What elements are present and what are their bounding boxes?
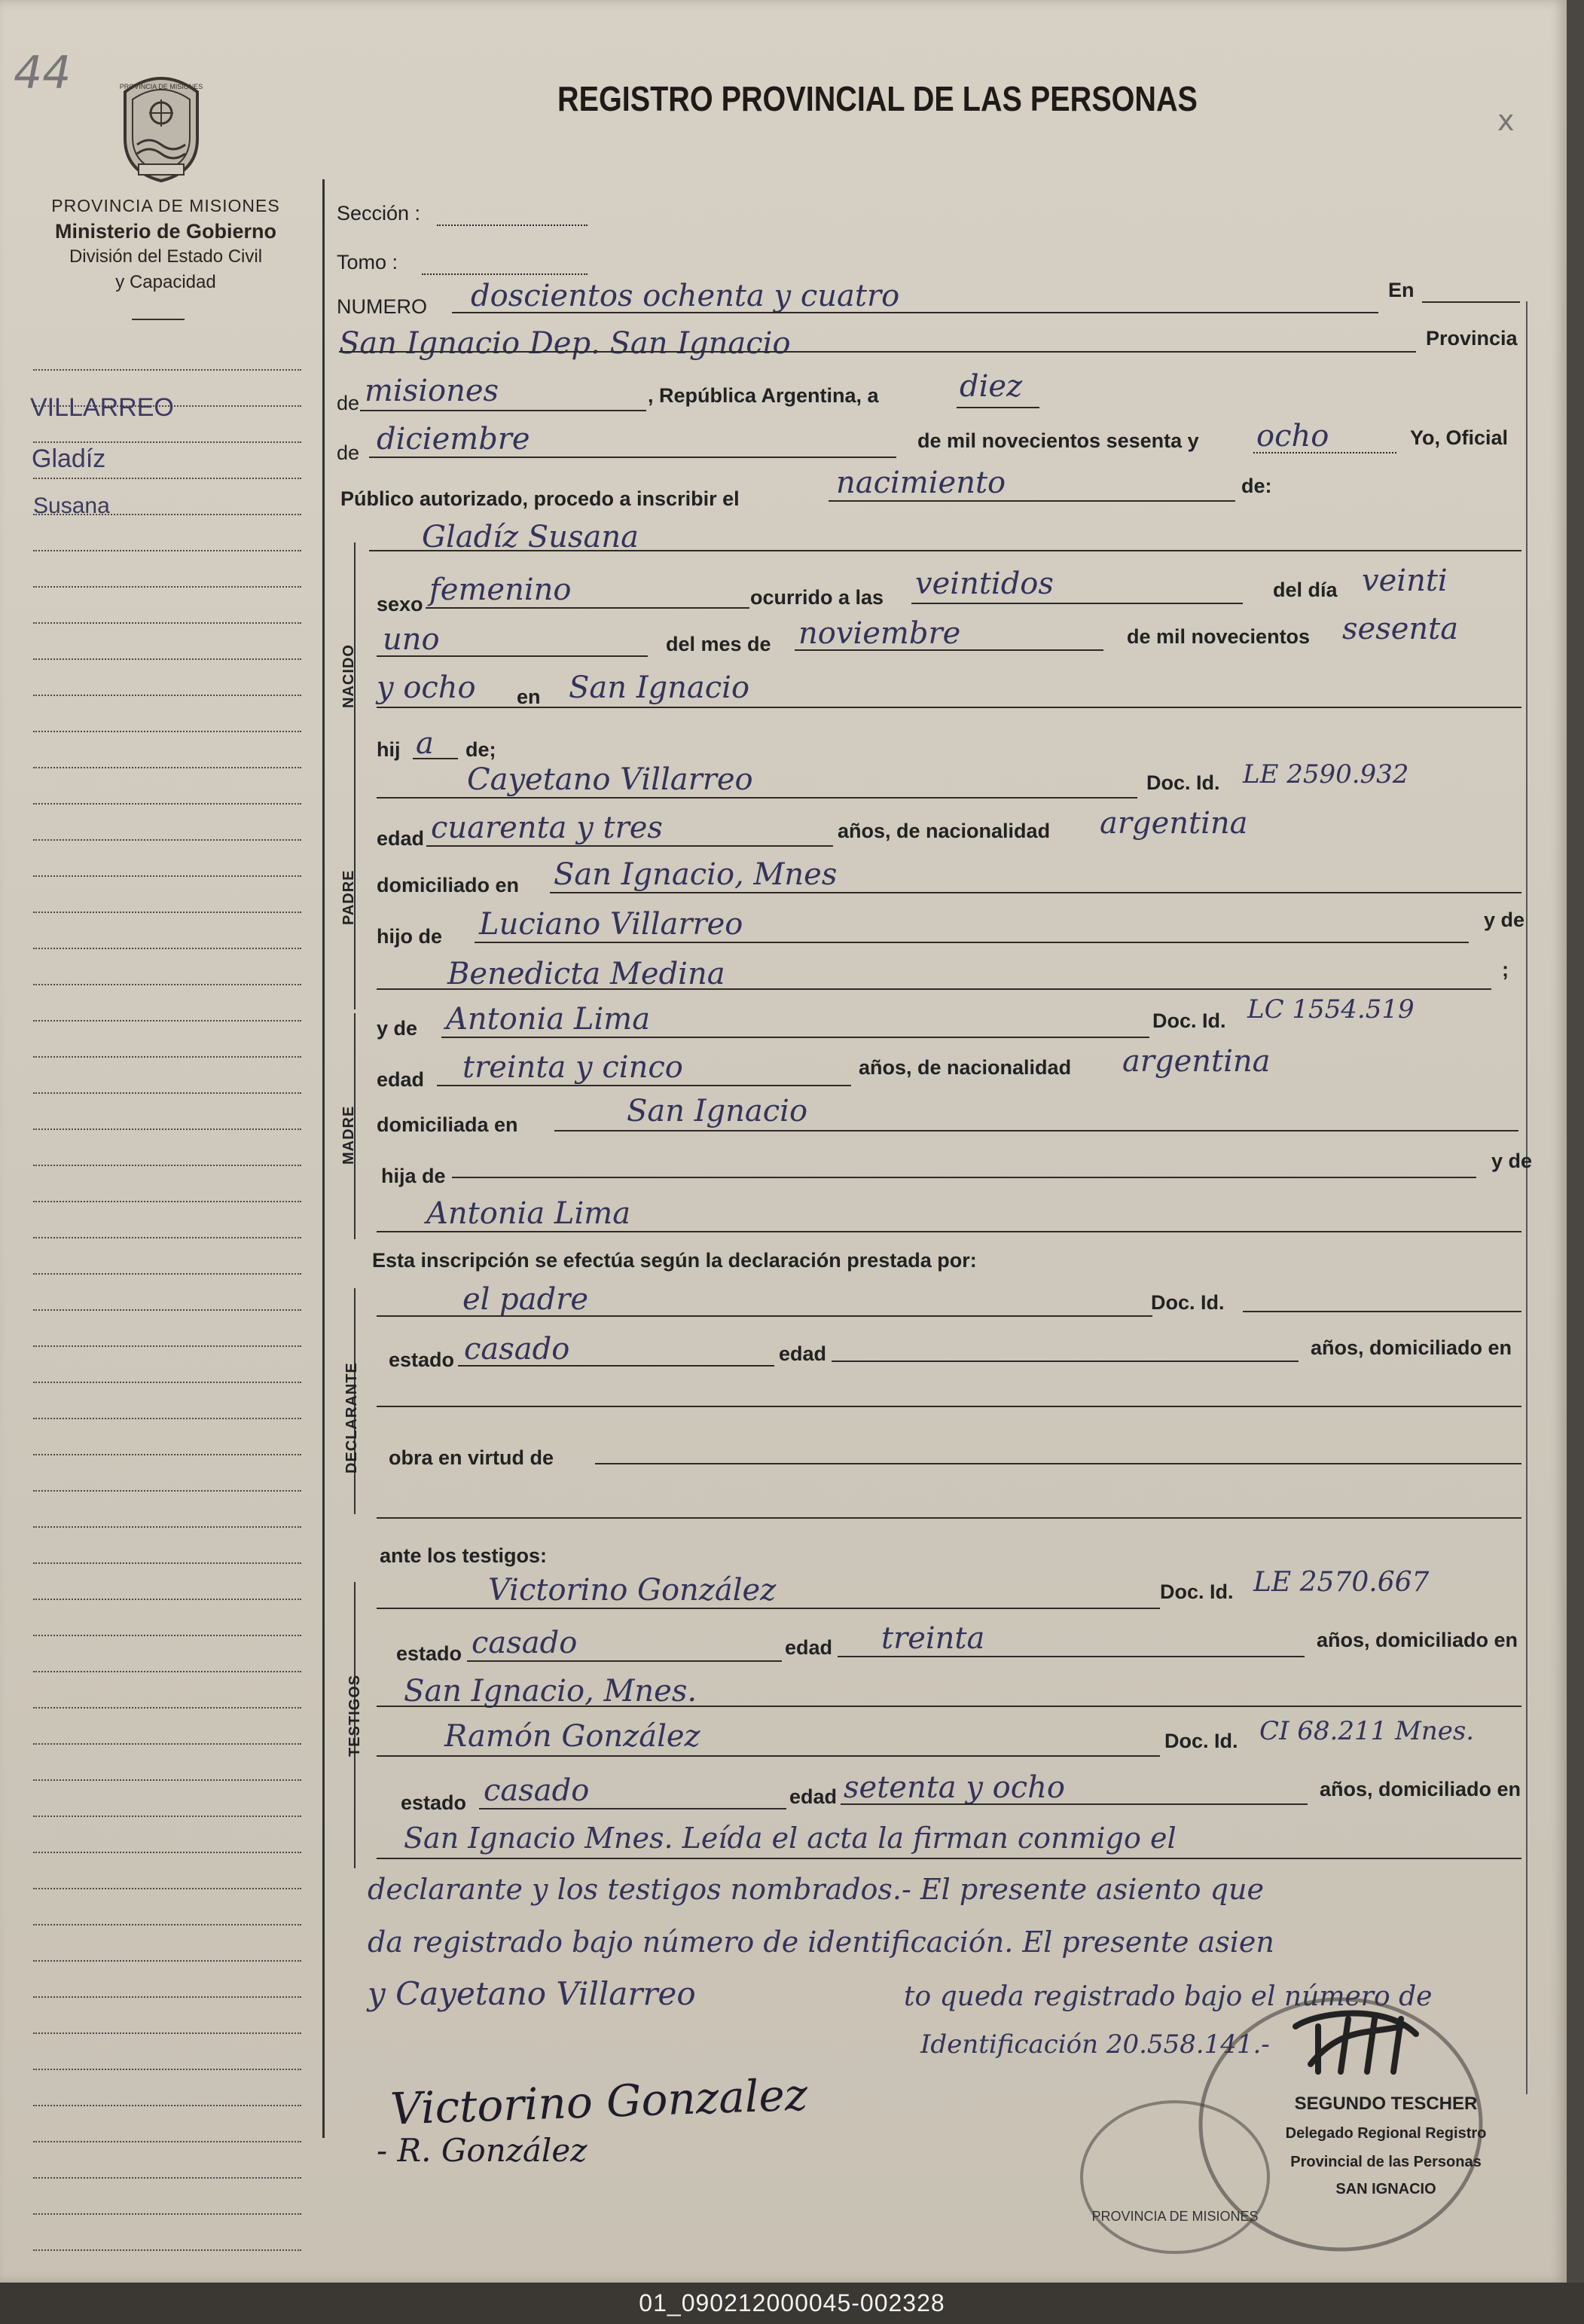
margin-ruled-line	[33, 1165, 301, 1166]
label-de2: de	[337, 441, 360, 464]
label-padre-nacionalidad: años, de nacionalidad	[838, 820, 1051, 842]
margin-first-name: Gladíz	[32, 444, 106, 473]
label-declarante-doc: Doc. Id.	[1151, 1291, 1225, 1314]
margin-ruled-line	[33, 731, 301, 732]
label-testigo1-estado: estado	[396, 1642, 462, 1665]
margin-ruled-line	[33, 1816, 301, 1817]
label-hij: hij	[377, 738, 401, 761]
svg-text:PROVINCIA DE MISIONES: PROVINCIA DE MISIONES	[119, 83, 203, 90]
margin-ruled-line	[33, 622, 301, 624]
label-testigo2-edad: edad	[789, 1785, 838, 1808]
entry-numero: doscientos ochenta y cuatro	[471, 279, 900, 313]
entry-acto: nacimiento	[836, 466, 1006, 500]
margin-border	[322, 179, 325, 2138]
entry-testigo1-estado: casado	[472, 1626, 578, 1660]
closing-line-4-name: y Cayetano Villarreo	[368, 1975, 696, 2012]
margin-ruled-line	[33, 1707, 301, 1709]
label-mil-novecientos: de mil novecientos	[1127, 625, 1311, 648]
margin-ruled-line	[33, 1599, 301, 1600]
label-testigo2-estado: estado	[401, 1791, 467, 1814]
label-del-mes: del mes de	[666, 633, 771, 655]
margin-ruled-line	[33, 912, 301, 913]
margin-ruled-line	[33, 1345, 301, 1347]
svg-text:SAN IGNACIO: SAN IGNACIO	[1335, 2181, 1436, 2197]
margin-ruled-line	[33, 2177, 301, 2179]
entry-dia-nac2: uno	[383, 622, 440, 657]
official-seal	[1070, 1981, 1491, 2260]
margin-ruled-line	[33, 586, 301, 588]
entry-madre-nac: argentina	[1122, 1044, 1271, 1079]
label-madre-doc: Doc. Id.	[1152, 1009, 1226, 1032]
section-padre: PADRE	[340, 869, 357, 925]
margin-ruled-line	[33, 875, 301, 877]
label-del-dia: del día	[1273, 579, 1338, 601]
entry-madre-nombre: Antonia Lima	[446, 1002, 651, 1037]
label-obra: obra en virtud de	[389, 1446, 554, 1469]
margin-ruled-line	[33, 1201, 301, 1202]
label-madre-edad: edad	[377, 1068, 425, 1091]
issuing-authority	[15, 193, 316, 295]
margin-ruled-line	[33, 550, 301, 551]
entry-padre-nac: argentina	[1100, 806, 1248, 841]
signature-witness-2: - R. González	[377, 2132, 588, 2169]
label-semicolon: ;	[1502, 958, 1509, 981]
margin-ruled-line	[33, 948, 301, 949]
margin-ruled-line	[33, 1128, 301, 1130]
margin-ruled-line	[33, 1056, 301, 1058]
label-padre-domicilio: domiciliado en	[377, 874, 520, 896]
entry-padre-madre: Benedicta Medina	[447, 957, 725, 991]
margin-ruled-line	[33, 1418, 301, 1419]
entry-declarante: el padre	[462, 1282, 589, 1317]
entry-padre-dom: San Ignacio, Mnes	[554, 857, 838, 892]
entry-lugar-nac: San Ignacio	[569, 670, 750, 705]
margin-ruled-line	[33, 1635, 301, 1636]
entry-anio-nac: sesenta	[1342, 612, 1459, 646]
margin-ruled-line	[33, 1671, 301, 1672]
margin-ruled-line	[33, 2141, 301, 2142]
entry-testigo2-nombre: Ramón González	[444, 1719, 700, 1754]
label-esta-inscripcion: Esta inscripción se efectúa según la declaración prestada por:	[372, 1249, 977, 1272]
margin-ruled-line	[33, 2069, 301, 2070]
entry-hora: veintidos	[915, 566, 1054, 601]
entry-dia: diez	[960, 369, 1023, 404]
margin-ruled-line	[33, 369, 301, 371]
entry-testigo1-edad: treinta	[881, 1621, 985, 1656]
label-provincia: Provincia	[1426, 327, 1518, 350]
entry-sexo: femenino	[429, 573, 572, 607]
margin-ruled-line	[33, 695, 301, 696]
label-testigo1-edad: edad	[785, 1636, 833, 1659]
label-declarante-estado: estado	[389, 1348, 455, 1371]
entry-padre-hijo-de: Luciano Villarreo	[479, 907, 743, 942]
entry-testigo1-doc: LE 2570.667	[1253, 1567, 1430, 1598]
margin-ruled-line	[33, 1237, 301, 1238]
margin-ruled-line	[33, 1526, 301, 1528]
label-publico: Público autorizado, procedo a inscribir el	[340, 487, 740, 510]
label-madre-hija-de: hija de	[381, 1165, 446, 1187]
label-testigo1-doc: Doc. Id.	[1160, 1580, 1234, 1603]
entry-mes: diciembre	[377, 422, 530, 457]
margin-ruled-line	[33, 1924, 301, 1925]
entry-padre-nombre: Cayetano Villarreo	[467, 762, 753, 797]
closing-line-3: da registrado bajo número de identificación. El presente asien	[368, 1925, 1274, 1959]
label-de-colon: de:	[1241, 475, 1272, 497]
section-testigos: TESTIGOS	[346, 1674, 363, 1757]
label-sexo: sexo	[377, 593, 423, 615]
entry-testigo2-doc: CI 68.211 Mnes.	[1259, 1716, 1475, 1746]
entry-declarante-estado: casado	[464, 1332, 570, 1367]
margin-ruled-line	[33, 767, 301, 768]
entry-madre-doc: LC 1554.519	[1247, 994, 1415, 1025]
label-yo-oficial: Yo, Oficial	[1410, 426, 1509, 449]
entry-dia-nac: veinti	[1362, 563, 1448, 598]
margin-ruled-line	[33, 839, 301, 841]
margin-ruled-line	[33, 1888, 301, 1889]
margin-surname: VILLARREO	[30, 393, 174, 422]
margin-ruled-line	[33, 1092, 301, 1094]
label-de: de	[337, 392, 360, 414]
label-madre-y-de: y de	[377, 1017, 418, 1040]
org-capacity: y Capacidad	[115, 272, 216, 292]
provincial-crest-icon	[119, 69, 203, 182]
closing-line-4: to queda registrado bajo el número de	[904, 1981, 1433, 2012]
margin-ruled-line	[33, 984, 301, 985]
label-padre-doc: Doc. Id.	[1146, 771, 1220, 794]
org-ministry: Ministerio de Gobierno	[54, 220, 277, 243]
entry-testigo1-domicilio: San Ignacio, Mnes.	[404, 1674, 697, 1709]
section-nacido: NACIDO	[340, 644, 357, 708]
label-ocurrido: ocurrido a las	[750, 586, 884, 609]
margin-ruled-line	[33, 1852, 301, 1853]
entry-madre-madre: Antonia Lima	[426, 1196, 631, 1231]
svg-text:Provincial de las Personas: Provincial de las Personas	[1290, 2154, 1482, 2170]
entry-nombre: Gladíz Susana	[422, 520, 639, 554]
section-madre: MADRE	[340, 1105, 357, 1165]
margin-ruled-line	[33, 1309, 301, 1311]
margin-ruled-line	[33, 1020, 301, 1022]
label-padre-hijo-de: hijo de	[377, 925, 442, 948]
svg-text:Delegado Regional Registro: Delegado Regional Registro	[1285, 2125, 1487, 2142]
corner-mark: x	[1497, 104, 1515, 137]
page-number: 44	[14, 47, 72, 99]
margin-ruled-line	[33, 658, 301, 660]
margin-ruled-line	[33, 1743, 301, 1745]
margin-ruled-line	[33, 478, 301, 479]
entry-lugar: San Ignacio Dep. San Ignacio	[339, 326, 791, 361]
entry-anio: ocho	[1256, 419, 1329, 454]
label-madre-nacionalidad: años, de nacionalidad	[859, 1056, 1072, 1079]
label-de-semi: de;	[465, 738, 496, 761]
margin-ruled-line	[33, 1562, 301, 1564]
entry-provincia: misiones	[365, 374, 499, 408]
org-division: División del Estado Civil	[69, 246, 263, 267]
margin-ruled-line	[33, 1960, 301, 1962]
label-numero: NUMERO	[337, 295, 427, 318]
entry-mes-nac: noviembre	[798, 616, 961, 651]
entry-testigo2-estado: casado	[484, 1773, 590, 1808]
margin-ruled-line	[33, 2213, 301, 2215]
closing-line-1: San Ignacio Mnes. Leída el acta la firman conmigo el	[404, 1822, 1177, 1855]
entry-testigo2-edad: setenta y ocho	[844, 1770, 1065, 1805]
label-seccion: Sección :	[337, 202, 421, 224]
closing-line-5: Identificación 20.558.141.-	[920, 2029, 1270, 2060]
margin-ruled-line	[33, 803, 301, 805]
margin-ruled-line	[33, 2032, 301, 2034]
label-madre-y-de2: y de	[1491, 1150, 1533, 1172]
entry-padre-doc: LE 2590.932	[1243, 759, 1409, 789]
margin-ruled-line	[33, 1490, 301, 1492]
org-divider	[132, 319, 185, 320]
document-title: REGISTRO PROVINCIAL DE LAS PERSONAS	[557, 79, 1198, 118]
entry-testigo1-nombre: Victorino González	[488, 1573, 777, 1608]
org-province: PROVINCIA DE MISIONES	[51, 196, 280, 215]
margin-ruled-line	[33, 1273, 301, 1275]
margin-ruled-line	[33, 2105, 301, 2106]
margin-ruled-line	[33, 1454, 301, 1455]
label-de-mil: de mil novecientos sesenta y	[917, 429, 1199, 452]
file-identifier: 01_090212000045-002328	[0, 2283, 1584, 2324]
label-en: En	[1388, 279, 1415, 301]
label-padre-edad: edad	[377, 827, 425, 850]
entry-anio-nac2: y ocho	[377, 670, 476, 705]
label-en2: en	[517, 686, 541, 708]
entry-madre-dom: San Ignacio	[627, 1094, 808, 1128]
entry-hij-suffix: a	[416, 726, 434, 761]
margin-ruled-line	[33, 1382, 301, 1383]
margin-ruled-line	[33, 441, 301, 443]
label-ante-testigos: ante los testigos:	[380, 1544, 548, 1567]
margin-ruled-line	[33, 1779, 301, 1781]
label-testigo1-domicilio: años, domiciliado en	[1317, 1629, 1518, 1651]
signature-witness-1: Victorino Gonzalez	[389, 2069, 809, 2135]
label-testigo2-domicilio: años, domiciliado en	[1320, 1778, 1521, 1800]
label-madre-domicilio: domiciliada en	[377, 1113, 518, 1136]
label-padre-y-de: y de	[1484, 909, 1525, 931]
entry-padre-edad: cuarenta y tres	[431, 811, 663, 845]
margin-ruled-line	[33, 2249, 301, 2251]
label-tomo: Tomo :	[337, 251, 398, 273]
margin-ruled-line	[33, 1996, 301, 1998]
label-testigo2-doc: Doc. Id.	[1164, 1730, 1238, 1752]
section-declarante: DECLARANTE	[343, 1362, 360, 1473]
margin-second-name: Susana	[33, 493, 110, 518]
svg-text:SEGUNDO TESCHER: SEGUNDO TESCHER	[1294, 2093, 1478, 2114]
svg-text:PROVINCIA DE MISIONES: PROVINCIA DE MISIONES	[1091, 2209, 1259, 2224]
entry-madre-edad: treinta y cinco	[462, 1050, 683, 1085]
closing-line-2: declarante y los testigos nombrados.- El presente asiento que	[368, 1873, 1264, 1906]
right-border	[1526, 301, 1528, 2094]
label-declarante-edad: edad	[779, 1342, 827, 1365]
label-republica: , República Argentina, a	[648, 384, 879, 407]
label-declarante-domicilio: años, domiciliado en	[1311, 1336, 1512, 1359]
